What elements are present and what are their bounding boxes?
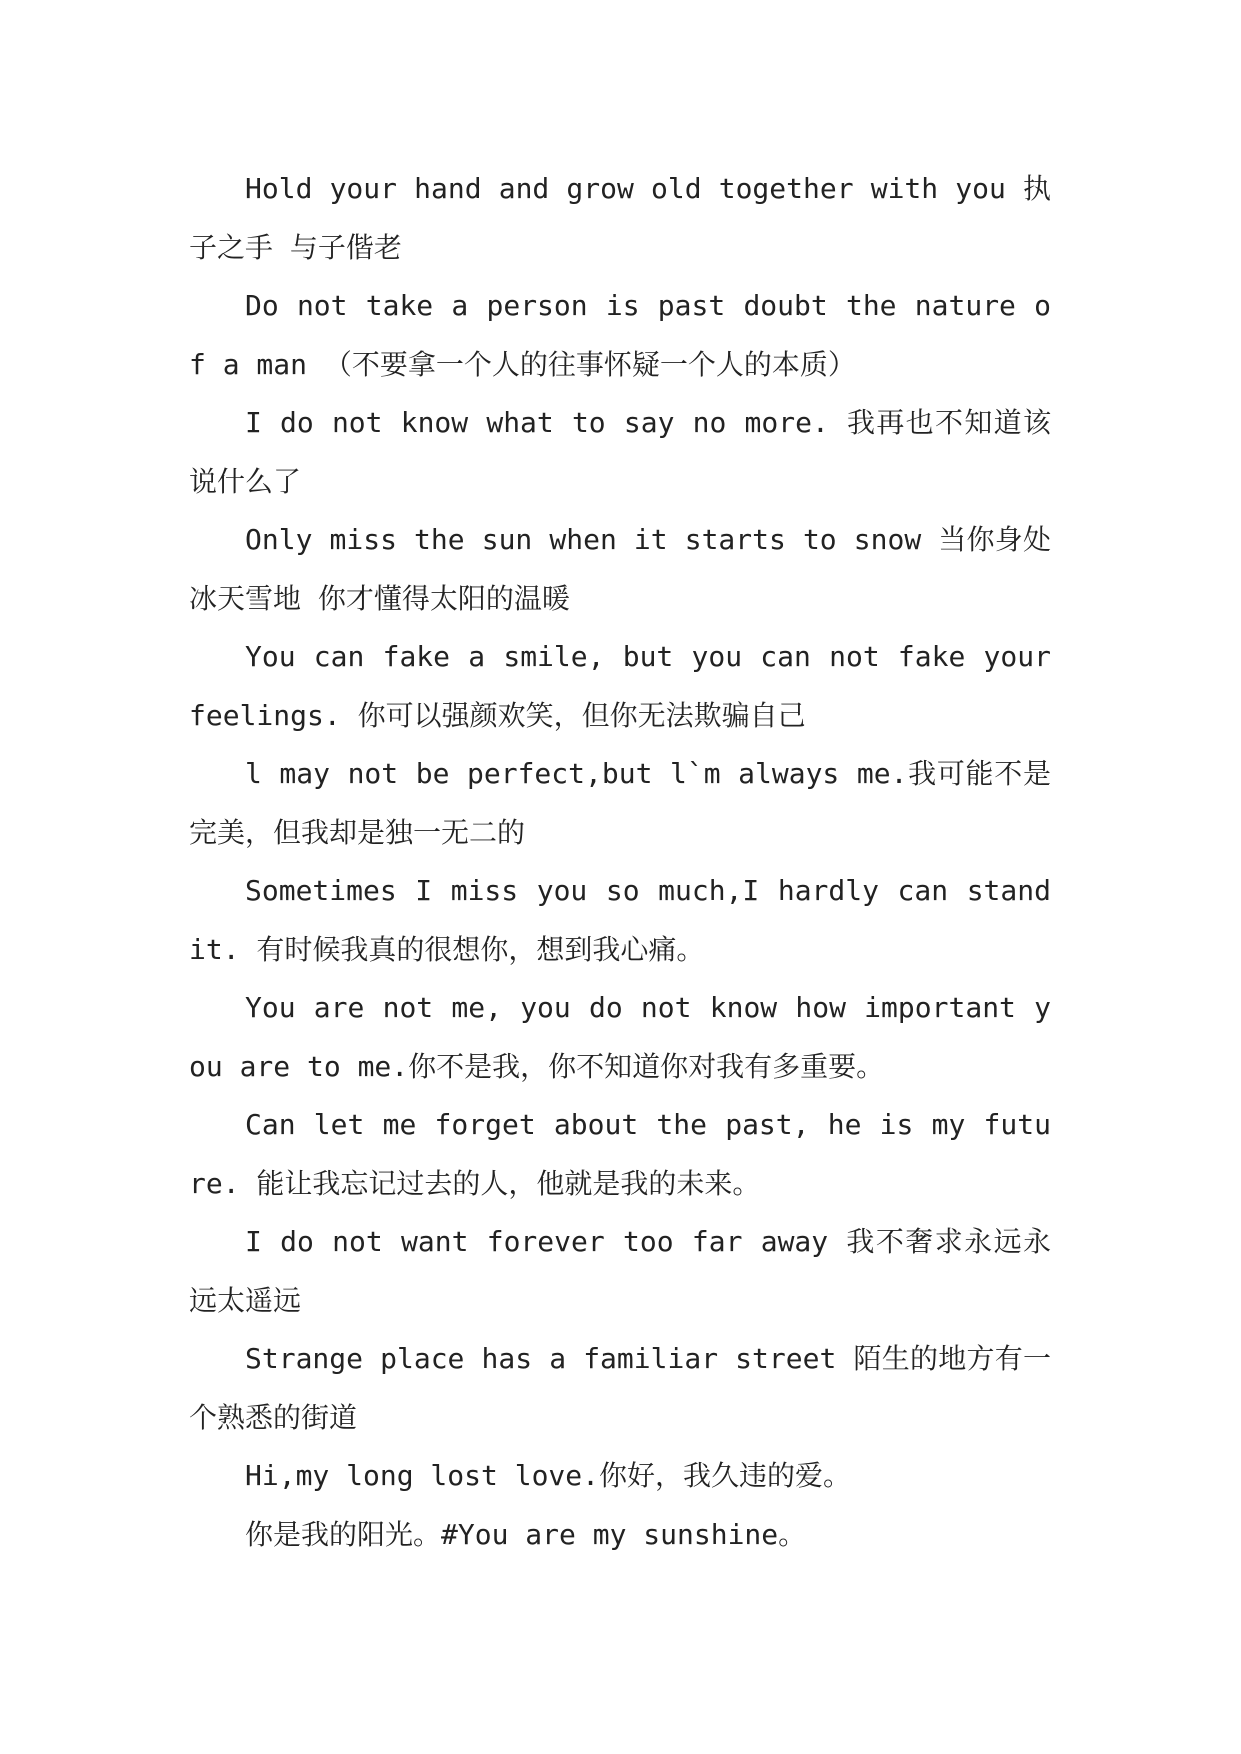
paragraph-only-miss-the-sun: Only miss the sun when it starts to snow 当你身处冰天雪地 你才懂得太阳的温暖: [189, 523, 1051, 615]
paragraph-hold-your-hand: Hold your hand and grow old together with you 执子之手 与子偕老: [189, 172, 1051, 264]
paragraph-not-perfect: l may not be perfect,but l`m always me.我可能不是完美，但我却是独一无二的: [189, 757, 1051, 849]
paragraph-you-are-not-me: You are not me, you do not know how important you are to me.你不是我，你不知道你对我有多重要。: [189, 991, 1051, 1083]
paragraph-forget-the-past: Can let me forget about the past, he is my future. 能让我忘记过去的人，他就是我的未来。: [189, 1108, 1051, 1200]
paragraph-i-do-not-know: I do not know what to say no more. 我再也不知道该说什么了: [189, 406, 1051, 498]
paragraph-strange-place: Strange place has a familiar street 陌生的地方有一个熟悉的街道: [189, 1342, 1051, 1434]
paragraph-forever-too-far: I do not want forever too far away 我不奢求永远永远太遥远: [189, 1225, 1051, 1317]
paragraph-do-not-take: Do not take a person is past doubt the nature of a man （不要拿一个人的往事怀疑一个人的本质）: [189, 289, 1051, 381]
paragraph-fake-a-smile: You can fake a smile, but you can not fake your feelings. 你可以强颜欢笑，但你无法欺骗自己: [189, 640, 1051, 732]
paragraph-sometimes-i-miss-you: Sometimes I miss you so much,I hardly can stand it. 有时候我真的很想你，想到我心痛。: [189, 874, 1051, 966]
document-body: [189, 160, 1051, 1564]
paragraph-long-lost-love: Hi,my long lost love.你好，我久违的爱。: [245, 1459, 852, 1492]
paragraph-you-are-my-sunshine: 你是我的阳光。#You are my sunshine。: [245, 1517, 807, 1551]
